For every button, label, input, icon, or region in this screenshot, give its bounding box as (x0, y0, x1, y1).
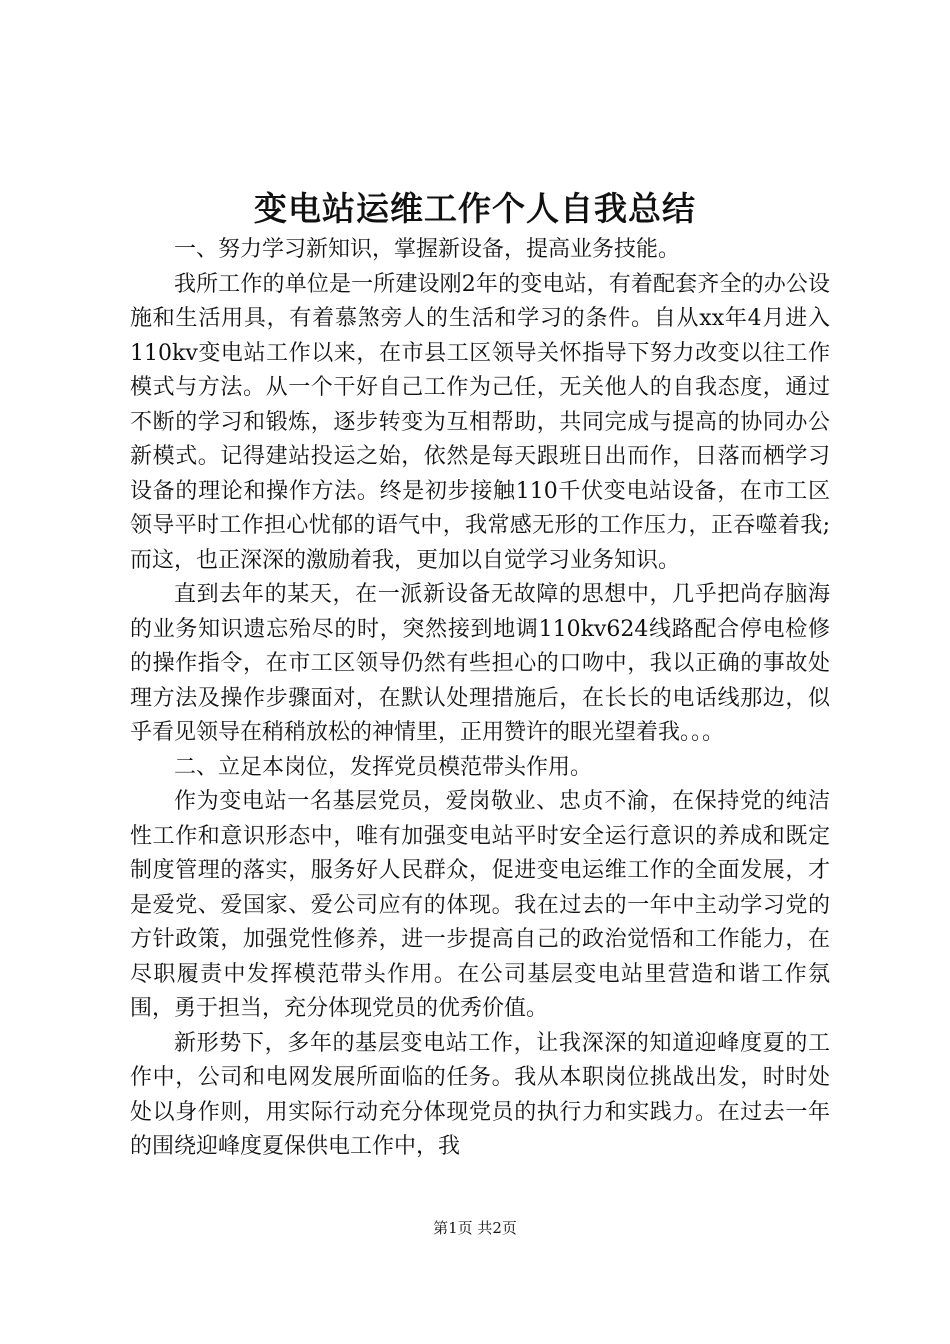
document-title: 变电站运维工作个人自我总结 (254, 189, 696, 228)
paragraph: 作为变电站一名基层党员，爱岗敬业、忠贞不渝，在保持党的纯洁性工作和意识形态中，唯有加强变电站平时安全运行意识的养成和既定制度管理的落实，服务好人民群众，促进变电运维工作的全面发展，才是爱党、爱国家、爱公司应有的体现。我在过去的一年中主动学习党的方针政策，加强党性修养，进一步提高自己的政治觉悟和工作能力，在尽职履责中发挥模范带头作用。在公司基层变电站里营造和谐工作氛围，勇于担当，充分体现党员的优秀价值。 (130, 789, 830, 1021)
heading-section-2: 二、立足本岗位，发挥党员模范带头作用。 (174, 754, 593, 780)
heading-section-1: 一、努力学习新知识，掌握新设备，提高业务技能。 (174, 237, 681, 262)
document-body (130, 233, 830, 1165)
paragraph: 新形势下，多年的基层变电站工作，让我深深的知道迎峰度夏的工作中，公司和电网发展所面临的任务。我从本职岗位挑战出发，时时处处以身作则，用实际行动充分体现党员的执行力和实践力。在过去一年的围绕迎峰度夏保供电工作中，我 (130, 1030, 830, 1159)
paragraph: 我所工作的单位是一所建设刚2年的变电站，有着配套齐全的办公设施和生活用具，有着慕煞旁人的生活和学习的条件。自从xx年4月进入110kv变电站工作以来，在市县工区领导关怀指导下努力改变以往工作模式与方法。从一个干好自己工作为己任，无关他人的自我态度，通过不断的学习和锻炼，逐步转变为互相帮助，共同完成与提高的协同办公新模式。记得建站投运之始，依然是每天跟班日出而作，日落而栖学习设备的理论和操作方法。终是初步接触110千伏变电站设备，在市工区领导平时工作担心忧郁的语气中，我常感无形的工作压力，正吞噬着我;而这，也正深深的激励着我，更加以自觉学习业务知识。 (130, 271, 830, 573)
page-number: 第1页 共2页 (433, 1219, 517, 1237)
paragraph: 直到去年的某天，在一派新设备无故障的思想中，几乎把尚存脑海的业务知识遗忘殆尽的时，突然接到地调110kv624线路配合停电检修的操作指令，在市工区领导仍然有些担心的口吻中，我以正确的事故处理方法及操作步骤面对，在默认处理措施后，在长长的电话线那边，似乎看见领导在稍稍放松的神情里，正用赞许的眼光望着我。。。 (130, 582, 830, 745)
